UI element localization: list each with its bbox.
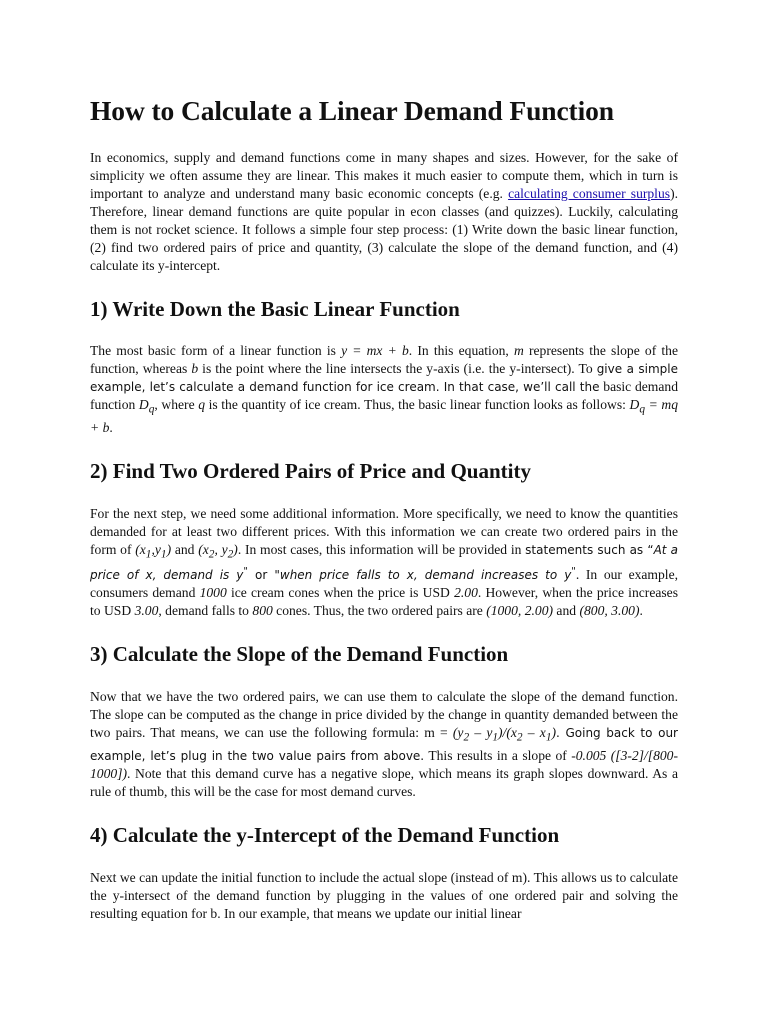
f: – y bbox=[469, 725, 493, 741]
intro-text-1: In economics, supply and demand functions come in many shapes and sizes. However, for the sake of simplicity we often assume they are linear. This makes it much easier to compute them, which in turn is important to analyze and understand many basic economic concepts (e.g. bbox=[90, 150, 678, 201]
eq2-sub: q bbox=[639, 403, 645, 416]
f: 1 bbox=[492, 732, 499, 745]
quote-2 bbox=[274, 568, 576, 582]
section-4-paragraph: Next we can update the initial function to include the actual slope (instead of m). This allows us to calculate the y-intersect of the demand function by plugging in the values of one ordered pair and solving the resulting equation for b. In our example, that means we update our initial linear bbox=[90, 870, 678, 922]
f: 2 bbox=[463, 732, 470, 745]
q: "when price falls to x, demand increases to y bbox=[274, 568, 572, 583]
pair-1-form bbox=[135, 541, 172, 561]
slope-formula bbox=[452, 725, 557, 745]
s1-sans-text: give a simple example, let’s calculate a demand function for ice cream. In that case, we’ll call the bbox=[90, 362, 679, 394]
section-2-paragraph bbox=[90, 505, 678, 621]
p: , y bbox=[214, 541, 228, 557]
p: (x bbox=[198, 541, 209, 557]
f: (y bbox=[452, 725, 464, 741]
s1-text: represents the slope of the function, whereas bbox=[90, 343, 678, 376]
p: 2 bbox=[227, 548, 234, 561]
f: – x bbox=[522, 725, 546, 741]
demand-symbol bbox=[138, 397, 155, 416]
var-q: q bbox=[198, 397, 206, 412]
page-title: How to Calculate a Linear Demand Function bbox=[90, 95, 614, 126]
section-4-heading: 4) Calculate the y-Intercept of the Demand Function bbox=[90, 823, 560, 848]
ordered-pair-2: (800, 3.00) bbox=[579, 603, 640, 619]
f: )/(x bbox=[498, 725, 517, 741]
s1-text: The most basic form of a linear function is bbox=[90, 343, 342, 358]
value-800: 800 bbox=[252, 603, 273, 619]
value-3: 3.00 bbox=[134, 603, 159, 619]
var-b: b bbox=[191, 361, 199, 376]
dq-base: D bbox=[138, 397, 149, 412]
s2-text: For the next step, we need some additional information. More specifically, we need to know the quantities demanded for at least two different prices. With this information we can create two ordered pairs in the form of bbox=[90, 505, 678, 557]
s1-text: , where bbox=[154, 397, 199, 412]
p: ,y bbox=[151, 541, 161, 557]
s3-sans-text: . Going back to our example, let’s plug in the two value pairs from above. bbox=[90, 726, 678, 764]
f: 1 bbox=[545, 732, 552, 745]
s1-text: . In this equation, bbox=[408, 343, 514, 358]
s1-text: . bbox=[109, 419, 113, 435]
s2-text: . In most cases, this information will be provided in bbox=[237, 541, 526, 557]
s1-text: is the point where the line intersects the y-axis (i.e. the y-intersect). To bbox=[198, 361, 597, 376]
s3-text: Now that we have the two ordered pairs, we can use them to calculate the slope of the demand function. The slope can be computed as the change in price divided by the change in quantity demanded between the two pairs. That means, we can use the following formula: m = bbox=[90, 689, 678, 741]
section-3-heading: 3) Calculate the Slope of the Demand Function bbox=[90, 642, 509, 667]
q: At a price of x, demand is y bbox=[90, 542, 678, 583]
p: ) bbox=[166, 541, 172, 557]
s2-text: . In our example, consumers demand bbox=[90, 567, 679, 601]
q: " bbox=[243, 566, 249, 578]
eq2-rest: = mq + b bbox=[90, 397, 678, 435]
s2-text: , demand falls to bbox=[158, 603, 253, 619]
p: 2 bbox=[208, 548, 215, 561]
s3-text: . Note that this demand curve has a negative slope, which means its graph slopes downward. As a rule of thumb, this will be the case for most demand curves. bbox=[90, 766, 678, 800]
p: (x bbox=[135, 541, 146, 557]
intro-paragraph bbox=[90, 149, 678, 275]
s2-text: cones. Thus, the two ordered pairs are bbox=[272, 603, 487, 619]
s2-text: and bbox=[553, 603, 580, 619]
s2-sans-text: or bbox=[248, 568, 275, 583]
p: 1 bbox=[160, 548, 167, 561]
s2-text: ice cream cones when the price is USD bbox=[226, 585, 455, 601]
slope-value: -0.005 ([3-2]/[800-1000]) bbox=[90, 748, 678, 782]
s2-text: and bbox=[171, 541, 199, 557]
value-1000: 1000 bbox=[199, 585, 227, 601]
f: 2 bbox=[516, 732, 523, 745]
s1-text: basic demand function bbox=[90, 379, 678, 412]
ordered-pair-1: (1000, 2.00) bbox=[486, 603, 554, 619]
s1-text: is the quantity of ice cream. Thus, the basic linear function looks as follows: bbox=[205, 397, 630, 412]
consumer-surplus-link[interactable]: calculating consumer surplus bbox=[508, 186, 671, 201]
var-m: m bbox=[514, 343, 524, 358]
s3-text: This results in a slope of bbox=[424, 748, 572, 764]
value-2: 2.00 bbox=[454, 585, 478, 601]
linear-equation: y = mx + b bbox=[341, 343, 409, 358]
eq2-base: D bbox=[629, 397, 640, 412]
section-1-paragraph bbox=[90, 342, 678, 437]
section-1-heading: 1) Write Down the Basic Linear Function bbox=[90, 297, 460, 321]
p: 1 bbox=[145, 548, 152, 561]
section-2-heading: 2) Find Two Ordered Pairs of Price and Quantity bbox=[90, 458, 531, 483]
s2-text: . However, when the price increases to USD bbox=[90, 585, 678, 619]
s2-text: . bbox=[639, 603, 643, 619]
q: " bbox=[571, 566, 576, 578]
pair-2-form bbox=[198, 541, 238, 561]
intro-text-2: ). Therefore, linear demand functions are quite popular in econ classes (and quizzes). Luckily, calculating them is not rocket science. It follows a simple four step process: (1) Write down the basic linear function, (2) find two ordered pairs of price and quantity, (3) calculate the slope of the demand function, and (4) calculate its y-intercept. bbox=[90, 186, 678, 273]
p: ) bbox=[233, 541, 238, 557]
section-3-paragraph bbox=[90, 688, 678, 801]
s2-sans-text: statements such as “ bbox=[525, 542, 654, 557]
dq-sub: q bbox=[148, 403, 155, 416]
f: ) bbox=[551, 725, 557, 741]
